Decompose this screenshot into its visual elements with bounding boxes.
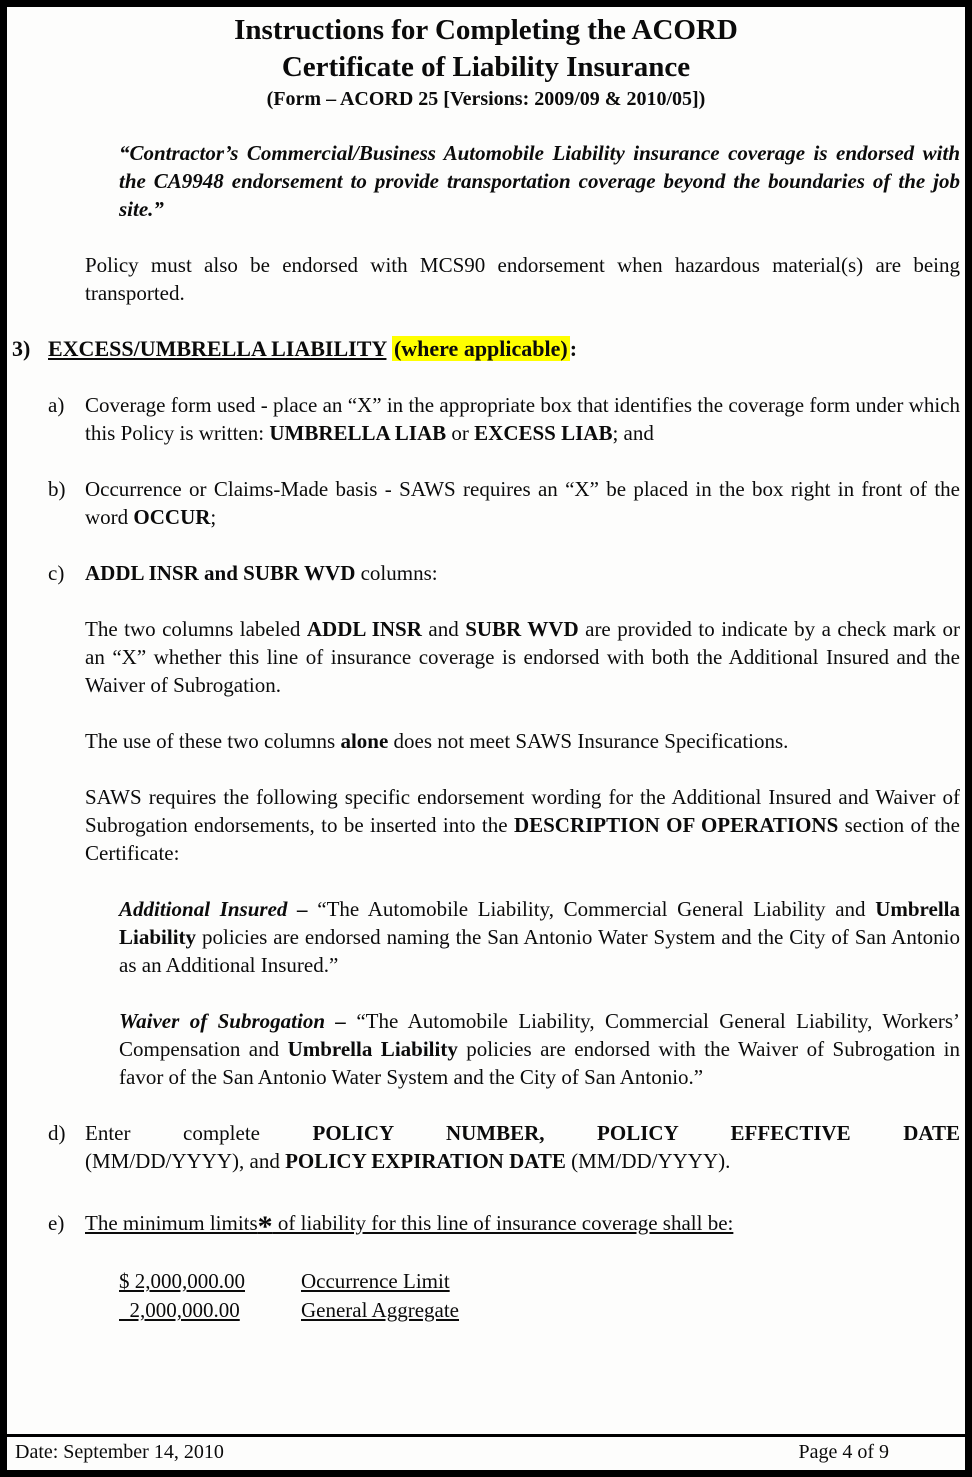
- text-run: or: [446, 421, 475, 445]
- text-run: SAWS requires the following specific endorsement wording for the Additional Insured and Waiver of Subrogation endorsements, to be inserted into the: [85, 785, 960, 837]
- text-run: Umbrella Liability: [287, 1037, 458, 1061]
- section-3-marker: 3): [12, 336, 31, 361]
- doc-title-line2: Certificate of Liability Insurance: [281, 51, 691, 83]
- list-item-a: [7, 391, 960, 447]
- section-3-title: EXCESS/UMBRELLA LIABILITY: [48, 336, 387, 361]
- list-item-d-text-line1: [85, 1121, 960, 1145]
- limit-amount: 2,000,000.00: [119, 1298, 240, 1322]
- text-run: of liability for this line of insurance coverage shall be:: [272, 1211, 734, 1235]
- columns-description-paragraph: [85, 615, 960, 699]
- list-item-a-marker: a): [48, 393, 65, 417]
- asterisk-footnote-mark: *: [257, 1210, 273, 1243]
- list-item-e-marker: e): [48, 1211, 65, 1235]
- limit-row-aggregate: [119, 1296, 965, 1325]
- limit-row-occurrence: [119, 1267, 965, 1296]
- list-item-d-text-line2: [85, 1149, 730, 1173]
- columns-alone-paragraph: [85, 727, 960, 755]
- section-3-heading: [7, 335, 960, 363]
- section-3-colon: :: [569, 336, 578, 361]
- text-run: The minimum limits: [85, 1211, 258, 1235]
- saws-endorsement-paragraph: [85, 783, 960, 867]
- text-run: ADDL INSR and SUBR WVD: [85, 561, 356, 585]
- limit-label: General Aggregate: [301, 1298, 460, 1322]
- liability-limits-table: [119, 1267, 965, 1325]
- list-item-b-text: [85, 477, 960, 529]
- list-item-c-text: [85, 561, 438, 585]
- text-run: alone: [340, 729, 389, 753]
- text-run: OCCUR: [133, 505, 211, 529]
- list-item-b: [7, 475, 960, 531]
- policy-note-paragraph: [85, 251, 960, 307]
- list-item-c-marker: c): [48, 561, 65, 585]
- text-run: “The Automobile Liability, Commercial General Liability, Workers’ Compensation and: [119, 1009, 960, 1061]
- text-run: ; and: [612, 421, 654, 445]
- document-header: [7, 12, 965, 113]
- text-run: ADDL INSR: [306, 617, 422, 641]
- text-run: section of the Certificate:: [85, 813, 960, 865]
- text-run: does not meet SAWS Insurance Specifications.: [388, 729, 789, 753]
- text-run: “Contractor’s Commercial/Business Automobile Liability insurance coverage is endorsed with the CA9948 endorsement to provide transportation coverage beyond the boundaries of the job site.”: [119, 141, 960, 221]
- text-run: Additional Insured –: [119, 897, 318, 921]
- text-run: and: [421, 617, 466, 641]
- intro-quote-paragraph: [119, 139, 960, 223]
- text-run: UMBRELLA LIAB: [269, 421, 447, 445]
- text-run: (MM/DD/YYYY).: [565, 1149, 731, 1173]
- list-item-d-continued: [7, 1147, 960, 1175]
- waiver-subrogation-paragraph: [119, 1007, 960, 1091]
- section-3-qualifier-highlight: (where applicable): [393, 336, 568, 361]
- text-run: ;: [210, 505, 217, 529]
- text-run: are provided to indicate by a check mark or an “X” whether this line of insurance coverage is endorsed with both the Additional Insured and the Waiver of Subrogation.: [85, 617, 960, 697]
- list-item-e-text: [85, 1210, 734, 1243]
- text-run: POLICY EXPIRATION DATE: [285, 1149, 566, 1173]
- text-run: SUBR WVD: [465, 617, 579, 641]
- doc-title-line1: Instructions for Completing the ACORD: [234, 14, 738, 46]
- footer-page-number: Page 4 of 9: [798, 1441, 889, 1463]
- text-run: policies are endorsed with the Waiver of Subrogation in favor of the San Antonio Water System and the City of San Antonio.”: [119, 1037, 960, 1089]
- text-run: Umbrella Liability: [119, 897, 960, 949]
- text-run: (MM/DD/YYYY), and: [85, 1149, 286, 1173]
- list-item-e: [7, 1209, 960, 1243]
- list-item-d: [7, 1119, 960, 1147]
- text-run: Coverage form used - place an “X” in the appropriate box that identifies the coverage form under which this Policy is written:: [85, 393, 960, 445]
- text-run: EXCESS LIAB: [474, 421, 613, 445]
- text-run: policies are endorsed naming the San Antonio Water System and the City of San Antonio as an Additional Insured.”: [119, 925, 960, 977]
- text-run: columns:: [355, 561, 438, 585]
- list-item-a-text: [85, 393, 960, 445]
- text-run: Policy must also be endorsed with MCS90 endorsement when hazardous material(s) are being transported.: [85, 253, 960, 305]
- doc-subtitle: (Form – ACORD 25 [Versions: 2009/09 & 2010/05]): [266, 88, 706, 110]
- text-run: POLICY NUMBER, POLICY EFFECTIVE DATE: [312, 1121, 960, 1145]
- list-item-b-marker: b): [48, 477, 66, 501]
- text-run: Waiver of Subrogation –: [119, 1009, 357, 1033]
- text-run: DESCRIPTION OF OPERATIONS: [513, 813, 839, 837]
- limit-label: Occurrence Limit: [301, 1269, 450, 1293]
- text-run: “The Automobile Liability, Commercial General Liability and: [317, 897, 876, 921]
- list-item-d-marker: d): [48, 1121, 66, 1145]
- text-run: The use of these two columns: [85, 729, 341, 753]
- text-run: Enter complete: [85, 1121, 313, 1145]
- text-run: Occurrence or Claims-Made basis - SAWS requires an “X” be placed in the box right in front of the word: [85, 477, 960, 529]
- additional-insured-paragraph: [119, 895, 960, 979]
- text-run: The two columns labeled: [85, 617, 307, 641]
- list-item-c: [7, 559, 960, 587]
- page-footer: [7, 1434, 965, 1470]
- footer-date: Date: September 14, 2010: [15, 1441, 224, 1463]
- limit-amount: $ 2,000,000.00: [119, 1269, 245, 1293]
